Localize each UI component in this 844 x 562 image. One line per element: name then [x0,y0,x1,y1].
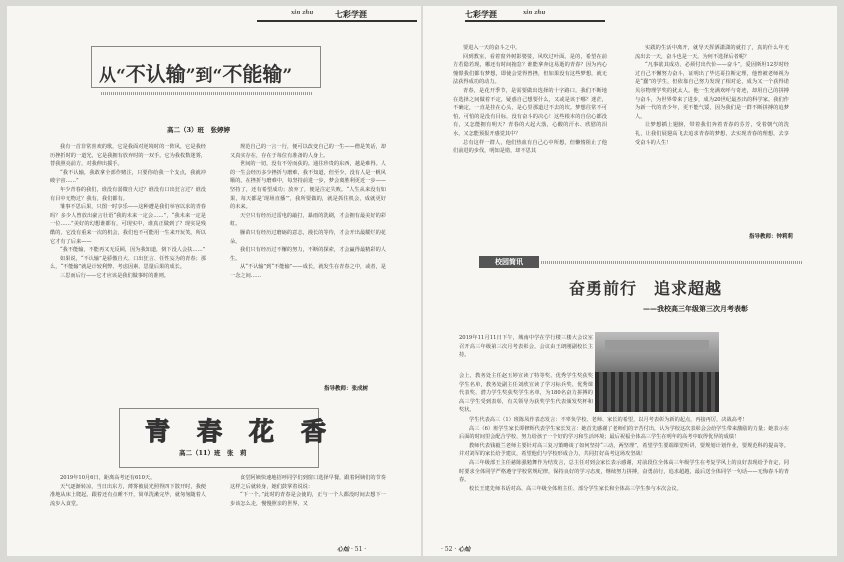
article2-col2 [230,474,386,536]
header-rule [465,20,605,22]
left-footer [337,544,366,553]
header-rule [257,20,417,22]
left-page [7,6,421,556]
paragraph: “下一个。”此时的青春是会使的，正与一个人都没时间去想下一步该怎么走，慢慢照亲的世界，又 [230,492,386,507]
paragraph: 臊苗只有经历过磨砺的意志，漫长的等待，才会开出最耀烂的花朵。 [230,229,386,245]
article2-cont-col1 [453,44,607,244]
footer-brand: 心灿 [337,546,350,553]
article3-intro: 2019年11月11日下午，城南中学在学行楼三楼大会议室召开高三年级第三次月考表彰会，会议由王朗刚副校长主持。 [459,335,593,359]
paragraph: 如果说，“不认输”是骄傲自大、口出狂言、任性妄为的青春；那么，“不能输”就是计较利弊、考虑因素、思量后果的成长。 [50,255,206,271]
article1-title: 从“不认输”到“不能输” [99,62,293,86]
paragraph: 我们只有经历过不懈的努力，不断的探索，才会赢得最精彩的人生。 [230,247,386,262]
article3-body [459,416,789,548]
footer-brand: 心灿 [458,546,471,553]
right-header [465,10,605,24]
banner-shape [605,340,709,350]
article2-author: 高二（11）班 张 莉 [179,449,247,457]
section-rule [541,261,803,264]
article1-col2 [230,143,386,375]
header-pinyin: xin zhu [291,10,314,16]
paragraph: 总有这样一群人，他们热血有自己心中所想，但懒惰阻止了他们前进的步伐，明知是错，却不思其 [453,139,607,155]
paragraph: 年少青春的我们，谁没有弱微自大过？谁没有口出狂言过？谁没有目中无物过？我有，我们都有。 [50,186,206,202]
paragraph: 天气逐渐转凉，当日出东方，薄雾被晨光照得四下散开时，我便准地从床上爬起，跟着还有点睡不开，简单洗漱完毕，就匆匆随着人流步入食堂。 [50,483,206,507]
paragraph: 学生代表高三（1）班陈凤作表态发言：不辜负学校、老师、家长的希望，以月考表彰为新的起点，再接再厉，决战高考！ [469,417,748,423]
audience-shape [595,372,719,412]
paragraph: 天空只有经历过雷电的敲打，暴雨的洗刷，才会拥有最美好的彩虹。 [230,212,386,228]
article2-col1 [50,474,206,536]
paragraph: 校长王建先师书话对高、高三年级全体班主任、部分学生家长和全体高三学生参与本次会议。 [469,485,682,492]
left-header [257,10,417,24]
article2-cont-col2 [635,44,789,229]
paragraph: 世间的一切，没有不劳而获的。通往珍贵的东西，越是难得。人的一生会经历多少挫折与磨难，我不知道，但至少，没有人是一帆风顺的。在挫折与磨难中，每坚持前进一步，梦会离胜利更近一步——坚持了，还有希望成功；放弃了，便是注定失败。“人生从来没有如果，每天都是‘现场直播’”，我所要做的，就是抓住机会，成就更好的未来。 [230,161,386,211]
paragraph: 雏事不思后果，只图一时享乐——这种遭是我们举容以求的青春吗？多少人曾放出豪言壮语“我的未来一定会……”，“我未来一定是一位……”美好的幻想谁都有，可现实中，谁真正做到了？现实是残酷的，它没有重来一次的机会，我们也不可能用一生来开玩笑。所以它才有了后来—— [50,204,206,245]
paragraph: 回到教室，看着窗外树影婆娑，风吹过叶面。是的，希望在前方若隐若现，哪还有时间拖怠？谁能拿奔这易逝的青春？因为内心憧憬我们都有梦想，即使会觉得曾挫，但如果没有这些梦想，就无法获得成功的动力。 [453,53,607,86]
page-number: · 51 · [350,546,367,553]
paragraph: 让梦想插上翅膀，带着我们奔着青春的芬芳，受着朝气的洗礼，让我们展翅高飞去追求青春的梦想，去实现青春的理想，去享受奋斗的人生！ [635,122,789,146]
article3-para-a: 会上，教务处主任赵玉婷宣读了特等奖、优秀学生奖获奖学生名单，教务处副主任刘欣宣读了学习标兵奖、优秀课代表奖、潜力学生奖获奖学生名单，为180名奋力拼搏的高三学生受到表彰，有关领导为获奖学生代表颁发奖杯和奖状。 [459,373,593,414]
paragraph: “我不能输，不能再又无反顾，因为我知道，倒下没人会扶……” [60,247,206,254]
paragraph: 实践的生活中离开，就导天挥洒潇潇的就打了，真的什么年无流出去一天，奋斗也是一天。为何不选择后者呢？ [635,45,789,60]
right-page [423,6,837,556]
right-footer [441,544,470,553]
paragraph: 我有一首非常喜欢的歌，它是我面对逆境时的一阵风，它是我经历挫折时的一道光，它是我拥有放弃时的一双手。它为我枚数迷雾，替我照亮前方，对我伸出援手。 [50,144,206,168]
section-label: 校园简讯 [479,256,539,268]
article2-advisor: 指导教师：钟莉莉 [749,234,794,240]
paragraph: “凡事欲其成功、必须付出代价——奋斗”，爱因斯坦12岁时经过自己不懈努力奋斗，证明出了毕达哥拉斯定理，他曾被老师视为是“蠢”的学生，但依靠自己努力发现了相对论，成为又一个获得诺贝尔物理学奖的犹太人。他一生充满欢呼与奇迹，却用自己的拼搏与奋斗，为世界带来了进步，成为20世纪最杰出的科学家。我们作为新一代的青少年，更不能气馁，因为我们是一群不断拼搏的追梦人。 [635,62,789,120]
article1-advisor: 指导教师：张成树 [324,386,369,392]
paragraph: 要进入一天的奋斗之中。 [463,45,521,51]
article3-title: 奋勇前行 追求超越 [569,279,723,298]
paragraph: 2019年10月6日，距离高考还有610天。 [60,475,156,481]
paragraph: 食堂阿姨快速地招呼同学们到窗口选择早餐，跟着阿姨们的节奏这样之后就转身，她们鼓掌着说说： [230,475,386,490]
article2-title: 青 春 花 香 [145,417,328,446]
header-magazine: 七彩学涯 [335,9,367,19]
paragraph: 三思而后行——它才应该是我们做事时的准则。 [60,272,169,279]
paragraph: “我不认输，我敢拿全部作赌注，只要你给我一个支点，我就冲破宇宙……” [50,169,206,185]
header-magazine: 七彩学涯 [465,9,497,19]
paragraph: 规范自己的一言一行，便可以改变自己的一生——僧是笑话，却又真实存在，存在于每位有准备的人身上。 [230,144,386,159]
paragraph: 从“不认输”到“不能输”——成长，就发生在青春之中，或者，是一念之间…… [230,264,386,279]
meeting-photo [595,332,719,412]
title-stripe [101,92,313,95]
paragraph: 高三年级部王主任慈陈强勉舞作为结发言，总主任对到会家长表示感谢，对前段位全体高三年级学生在考复学风上的良好表现给予肯定，同时要求全体同学严格遵守学校常规纪律，保持良好的学习态度，继续努力拼搏，奋勇前行，追求超越，最后送全体同学一句话——无悔春斗的青春。 [459,459,789,484]
paragraph: 青春，是花开季节，是需要做出选择的十字路口。我们不断地在选择之间做着不定，疑惑自己想要什么，又或是该于哪？迷茫，不确定，一直是挂在心头，是心里那道过不去的坎。梦想往常不可怕，可怕的是没有目标，没有奋斗的决心！这些根本的自信心都没有，又怎能拥有明天？青春的大起大落，心酸的汗水、欣慰的泪水，又怎能预报开感觉其中？ [453,87,607,137]
header-pinyin: xin zhu [523,10,546,16]
article1-author: 高二（3）班 张婷婷 [167,126,231,134]
article1-col1 [50,143,206,395]
article3-subtitle: ——我校高三年级第三次月考表彰 [643,304,748,313]
page-number: · 52 · [441,546,457,553]
paragraph: 教师代表钱毅兰老师主要针对高三复习策略谈了如何坚持“三动，两坚理”，希望学生要端课堂听讲，要规划计划作业，要规范科的提高等。并对刘军的家长给予建议，希望他们与学校形成合力，共同打好高考这场攻坚战！ [459,442,789,458]
paragraph: 高三（6）班学生家长谭修辉代表学生家长发言：她首先感谢了老师们的辛苦付出，认为学校这次表彰会会给学生带来激励的力量；她表示在后面的时间里会配合学校、努力给孩子一个好的学习和生活环境；最后祝福全体高三学生在明年的高考中取得优异的成绩！ [459,425,789,441]
